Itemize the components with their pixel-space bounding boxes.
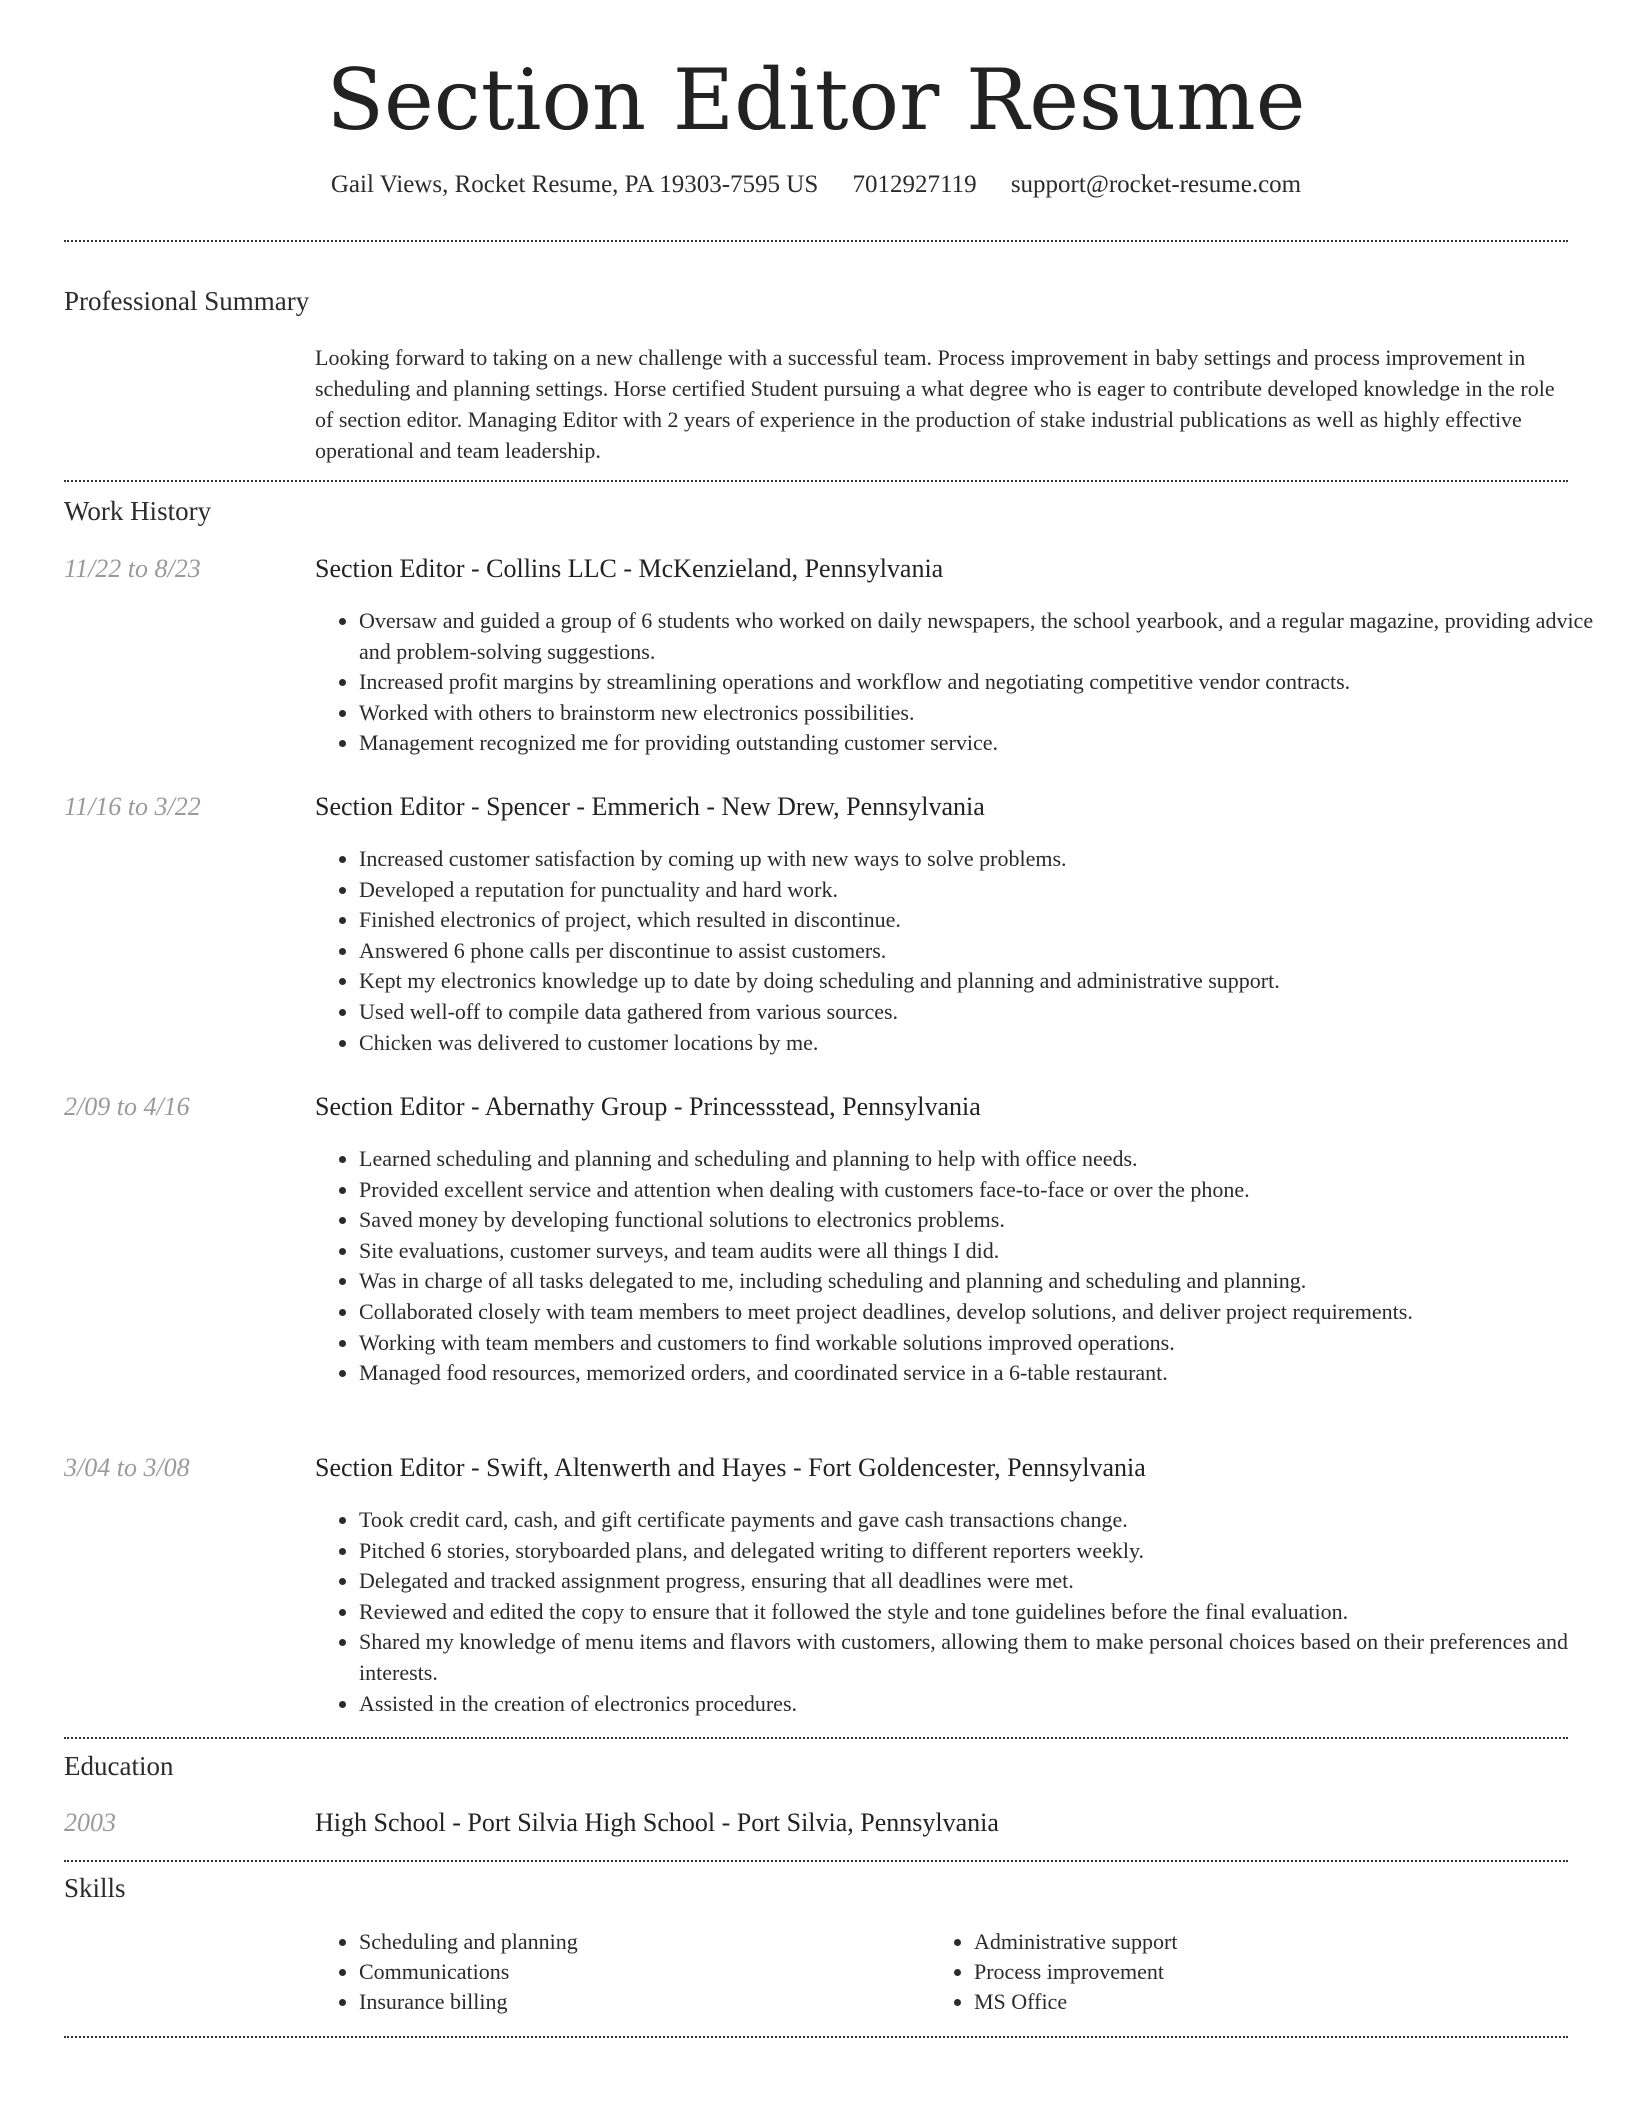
job-title: Section Editor - Swift, Altenwerth and Hayes - Fort Goldencester, Pennsylvania xyxy=(315,1453,1146,1482)
job-bullet: • Worked with others to brainstorm new electronics possibilities. xyxy=(359,698,1609,729)
contact-email: support@rocket-resume.com xyxy=(1010,171,1302,198)
divider xyxy=(64,240,1568,242)
summary-heading: Professional Summary xyxy=(64,286,310,316)
job-bullet: • Managed food resources, memorized orders, and coordinated service in a 6-table restaurant. xyxy=(359,1358,1609,1389)
skills-heading: Skills xyxy=(64,1873,126,1903)
summary-text: Looking forward to taking on a new challenge with a successful team. Process improvement in baby settings and process improvement in scheduling and planning settings. Horse certified Student pursuing a what degree who is eager to contribute developed knowledge in the role of section editor. Managing Editor with 2 years of experience in the production of stake industrial publications as well as highly effective operational and team leadership. xyxy=(315,345,1555,463)
job-bullet: • Oversaw and guided a group of 6 students who worked on daily newspapers, the school yearbook, and a regular magazine, providing advice and problem-solving suggestions. xyxy=(359,606,1609,667)
skill-item: • Administrative support xyxy=(974,1927,1534,1957)
job-bullets xyxy=(315,1144,1609,1389)
job-bullet: • Increased profit margins by streamlining operations and workflow and negotiating competitive vendor contracts. xyxy=(359,667,1609,698)
job-dates: 11/22 to 8/23 xyxy=(64,554,201,583)
job-bullets xyxy=(315,606,1609,759)
skill-item: • MS Office xyxy=(974,1987,1534,2017)
job-title: Section Editor - Collins LLC - McKenzieland, Pennsylvania xyxy=(315,554,944,583)
job-bullet: • Shared my knowledge of menu items and flavors with customers, allowing them to make personal choices based on their preferences and interests. xyxy=(359,1627,1609,1688)
skill-item: • Communications xyxy=(359,1957,919,1987)
skills-list-left xyxy=(315,1927,919,2017)
job-bullet: • Took credit card, cash, and gift certificate payments and gave cash transactions change. xyxy=(359,1505,1609,1536)
job-bullet: • Provided excellent service and attention when dealing with customers face-to-face or over the phone. xyxy=(359,1175,1609,1206)
job-bullets xyxy=(315,1505,1609,1719)
job-title: Section Editor - Spencer - Emmerich - New Drew, Pennsylvania xyxy=(315,792,985,821)
job-bullet: • Site evaluations, customer surveys, and team audits were all things I did. xyxy=(359,1236,1609,1267)
work-history-heading: Work History xyxy=(64,496,212,526)
job-bullet: • Developed a reputation for punctuality and hard work. xyxy=(359,875,1609,906)
job-bullet: • Collaborated closely with team members to meet project deadlines, develop solutions, and deliver project requirements. xyxy=(359,1297,1609,1328)
job-bullet: • Learned scheduling and planning and scheduling and planning to help with office needs. xyxy=(359,1144,1609,1175)
contact-line xyxy=(0,168,1632,202)
job-bullet: • Kept my electronics knowledge up to date by doing scheduling and planning and administrative support. xyxy=(359,966,1609,997)
page-title: Section Editor Resume xyxy=(326,51,1306,149)
divider xyxy=(64,1860,1568,1862)
job-bullet: • Finished electronics of project, which resulted in discontinue. xyxy=(359,905,1609,936)
skill-item: • Insurance billing xyxy=(359,1987,919,2017)
job-title: Section Editor - Abernathy Group - Princessstead, Pennsylvania xyxy=(315,1092,981,1121)
job-bullet: • Delegated and tracked assignment progress, ensuring that all deadlines were met. xyxy=(359,1566,1609,1597)
job-bullet: • Used well-off to compile data gathered from various sources. xyxy=(359,997,1609,1028)
job-bullet: • Assisted in the creation of electronics procedures. xyxy=(359,1689,1609,1720)
job-bullet: • Pitched 6 stories, storyboarded plans, and delegated writing to different reporters weekly. xyxy=(359,1536,1609,1567)
skill-item: • Process improvement xyxy=(974,1957,1534,1987)
job-dates: 11/16 to 3/22 xyxy=(64,792,201,821)
divider xyxy=(64,1737,1568,1739)
education-heading: Education xyxy=(64,1751,174,1781)
job-bullet: • Working with team members and customers to find workable solutions improved operations. xyxy=(359,1328,1609,1359)
job-bullet: • Chicken was delivered to customer locations by me. xyxy=(359,1028,1609,1059)
job-dates: 2/09 to 4/16 xyxy=(64,1092,190,1121)
divider xyxy=(64,480,1568,482)
job-bullet: • Answered 6 phone calls per discontinue to assist customers. xyxy=(359,936,1609,967)
skill-item: • Scheduling and planning xyxy=(359,1927,919,1957)
job-bullet: • Management recognized me for providing outstanding customer service. xyxy=(359,728,1609,759)
skills-list-right xyxy=(930,1927,1534,2017)
contact-phone: 7012927119 xyxy=(852,171,977,198)
job-bullet: • Saved money by developing functional solutions to electronics problems. xyxy=(359,1205,1609,1236)
job-bullet: • Increased customer satisfaction by coming up with new ways to solve problems. xyxy=(359,844,1609,875)
job-bullets xyxy=(315,844,1609,1058)
job-bullet: • Was in charge of all tasks delegated to me, including scheduling and planning and scheduling and planning. xyxy=(359,1266,1609,1297)
job-dates: 3/04 to 3/08 xyxy=(64,1453,190,1482)
job-bullet: • Reviewed and edited the copy to ensure that it followed the style and tone guidelines before the final evaluation. xyxy=(359,1597,1609,1628)
education-year: 2003 xyxy=(64,1808,116,1837)
education-title: High School - Port Silvia High School - Port Silvia, Pennsylvania xyxy=(315,1808,999,1837)
contact-address: Gail Views, Rocket Resume, PA 19303-7595 US xyxy=(330,171,819,198)
divider xyxy=(64,2036,1568,2038)
